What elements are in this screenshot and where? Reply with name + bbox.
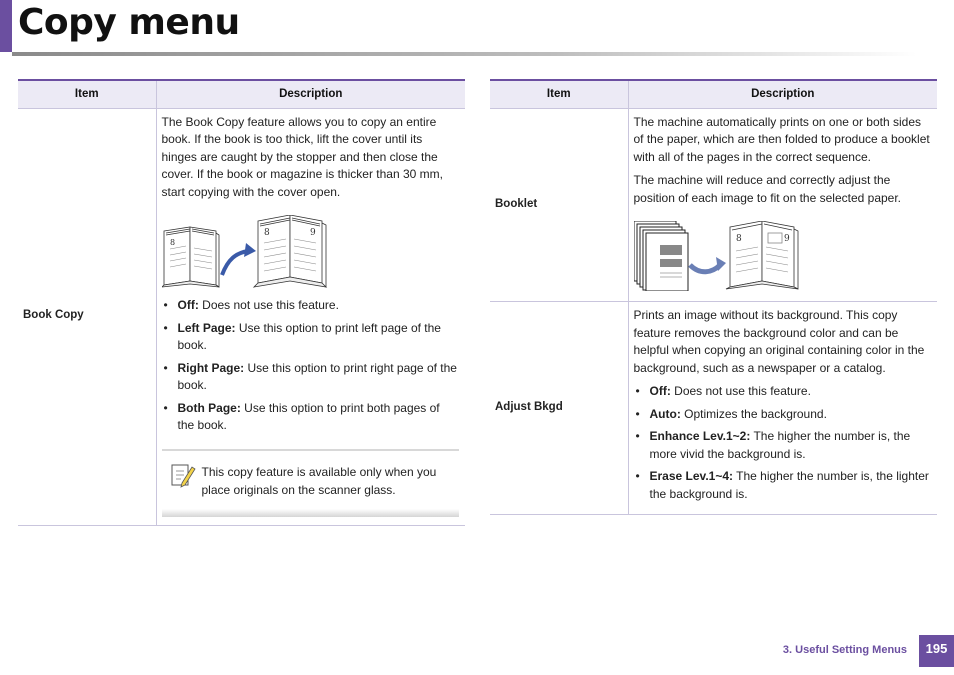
svg-text:9: 9 bbox=[783, 234, 790, 244]
list-item: • Auto: Optimizes the background. bbox=[634, 406, 932, 424]
book-copy-options bbox=[162, 297, 460, 435]
table-header-row bbox=[490, 80, 937, 108]
right-table bbox=[490, 79, 937, 515]
description-cell bbox=[628, 302, 937, 515]
table-row bbox=[490, 108, 937, 302]
note-box bbox=[162, 449, 460, 517]
adjust-bkgd-options bbox=[634, 383, 932, 503]
table-row bbox=[18, 108, 465, 525]
booklet-diagram bbox=[634, 221, 804, 291]
description-text: The Book Copy feature allows you to copy an entire book. If the book is too thick, lift the cover until its hinges are caught by the stopper and then close the cover. If the book or magazine is thicker than 30 mm, start copying with the cover open. bbox=[161, 114, 443, 199]
item-booklet: Booklet bbox=[490, 108, 628, 302]
book-copy-diagram bbox=[162, 215, 332, 293]
description-text: The machine automatically prints on one or both sides of the paper, which are then folded to produce a booklet with all of the pages in the correct sequence. bbox=[633, 114, 930, 164]
book-copy-illustration bbox=[162, 215, 460, 293]
table-row bbox=[490, 302, 937, 515]
note-pencil-icon bbox=[170, 461, 196, 491]
booklet-illustration bbox=[634, 221, 932, 291]
svg-text:8: 8 bbox=[169, 238, 175, 247]
column-header-description: Description bbox=[156, 80, 465, 108]
svg-text:8: 8 bbox=[735, 234, 742, 244]
page-number: 195 bbox=[919, 635, 954, 667]
title-accent-bar bbox=[0, 0, 12, 52]
description-cell bbox=[156, 108, 465, 525]
left-table bbox=[18, 79, 465, 526]
list-item: • Both Page: Use this option to print both pages of the book. bbox=[162, 400, 460, 435]
page-title: Copy menu bbox=[18, 2, 240, 43]
list-item: • Enhance Lev.1~2: The higher the number is, the more vivid the background is. bbox=[634, 428, 932, 463]
list-item: • Off: Does not use this feature. bbox=[162, 297, 460, 315]
list-item: • Left Page: Use this option to print left page of the book. bbox=[162, 320, 460, 355]
title-rule bbox=[12, 52, 917, 56]
svg-text:8: 8 bbox=[263, 228, 270, 238]
column-header-description: Description bbox=[628, 80, 937, 108]
svg-text:9: 9 bbox=[309, 228, 316, 238]
list-item: • Off: Does not use this feature. bbox=[634, 383, 932, 401]
list-item: • Right Page: Use this option to print right page of the book. bbox=[162, 360, 460, 395]
list-item: • Erase Lev.1~4: The higher the number is, the lighter the background is. bbox=[634, 468, 932, 503]
note-text: This copy feature is available only when you place originals on the scanner glass. bbox=[201, 464, 437, 497]
footer-section-label: 3. Useful Setting Menus bbox=[782, 644, 907, 656]
item-adjust-bkgd: Adjust Bkgd bbox=[490, 302, 628, 515]
column-header-item: Item bbox=[490, 80, 628, 108]
table-header-row bbox=[18, 80, 465, 108]
description-cell bbox=[628, 108, 937, 302]
description-text: Prints an image without its background. This copy feature removes the background color and can be helpful when copying an original containing color in the background, such as a newspaper or a catalog. bbox=[633, 308, 925, 375]
item-book-copy: Book Copy bbox=[18, 108, 156, 525]
column-header-item: Item bbox=[18, 80, 156, 108]
description-text: The machine will reduce and correctly adjust the position of each image to fit on the selected paper. bbox=[633, 173, 902, 205]
